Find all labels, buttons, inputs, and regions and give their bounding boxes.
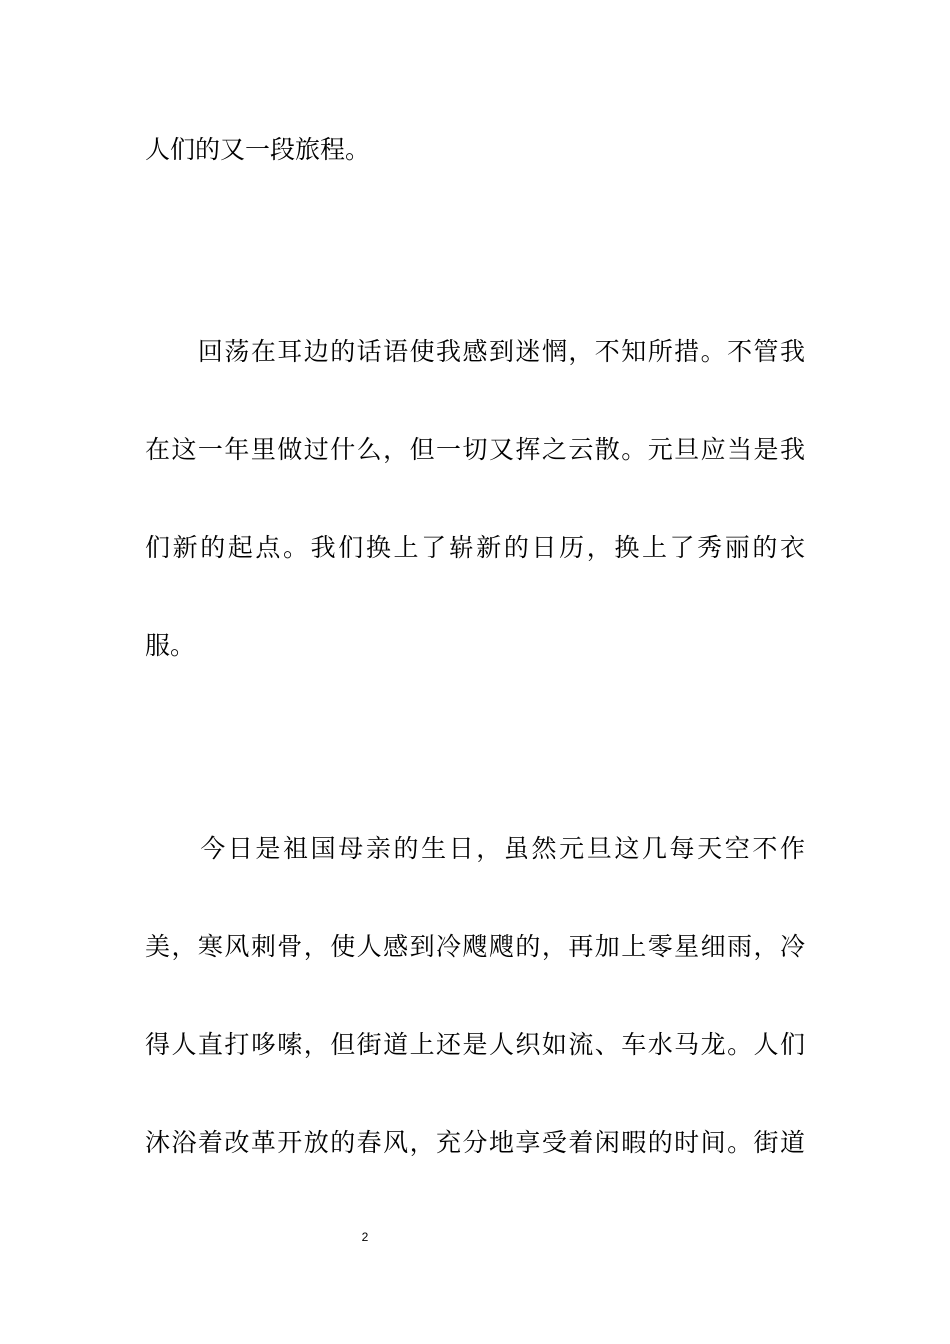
paragraph-2-line-1: 回荡在耳边的话语使我感到迷惘，不知所措。不管我 bbox=[145, 337, 805, 366]
paragraph-2-line-4: 服。 bbox=[145, 631, 196, 660]
page-number: 2 bbox=[361, 1230, 369, 1244]
paragraph-2-line-2: 在这一年里做过什么，但一切又挥之云散。元旦应当是我 bbox=[145, 435, 805, 464]
paragraph-3-line-2: 美，寒风刺骨，使人感到冷飕飕的，再加上零星细雨，冷 bbox=[145, 932, 805, 961]
paragraph-2-line-3: 们新的起点。我们换上了崭新的日历，换上了秀丽的衣 bbox=[145, 533, 805, 562]
paragraph-1-line-1: 人们的又一段旅程。 bbox=[145, 135, 371, 164]
paragraph-3-line-3: 得人直打哆嗦，但街道上还是人织如流、车水马龙。人们 bbox=[145, 1030, 805, 1059]
paragraph-3-line-1: 今日是祖国母亲的生日，虽然元旦这几每天空不作 bbox=[145, 834, 805, 863]
paragraph-3-line-4: 沐浴着改革开放的春风，充分地享受着闲暇的时间。街道 bbox=[145, 1128, 805, 1157]
